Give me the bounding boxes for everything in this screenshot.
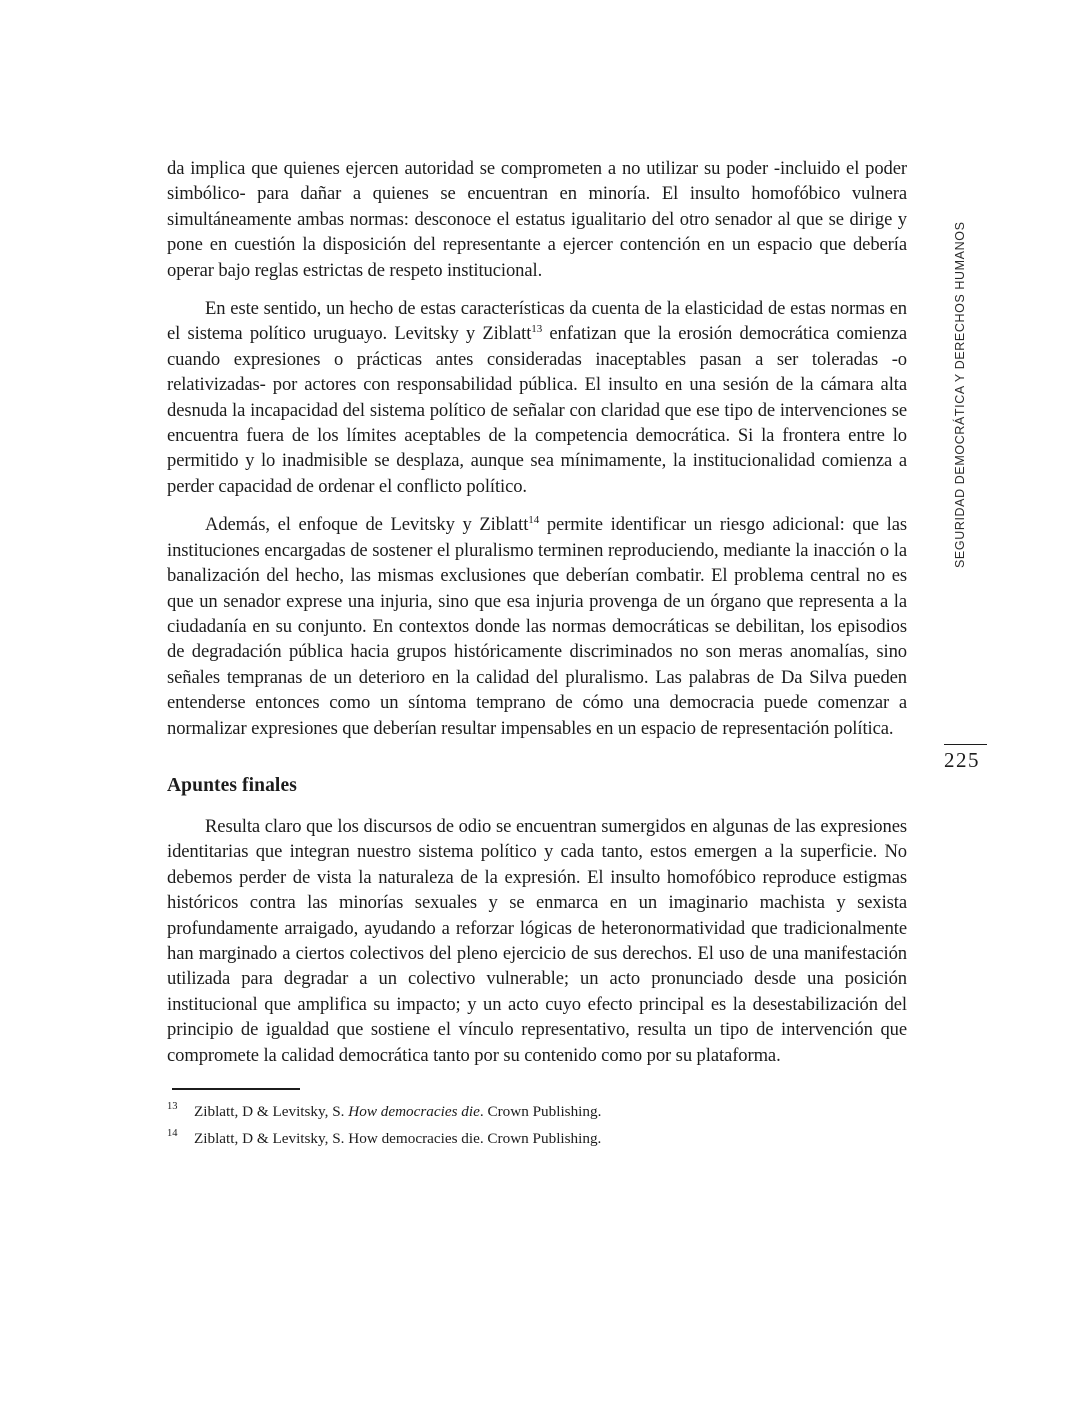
section-heading: Apuntes finales: [167, 774, 297, 796]
page-number: 225: [944, 748, 980, 772]
footnote-14: [167, 1125, 907, 1152]
page-number-rule: [944, 744, 987, 745]
vertical-running-head: [949, 221, 971, 568]
paragraph-2-text-b: enfatizan que la erosión democrática comienza cuando expresiones o prácticas antes consideradas inaceptables pasan a ser toleradas -o relativizadas- por actores con responsabilidad pública. El insulto en una sesión de la cámara alta desnuda la incapacidad del sistema político de señalar con claridad que ese tipo de intervenciones se encuentra fuera de los límites aceptables de la competencia democrática. Si la frontera entre lo permitido y lo inadmisible se desplaza, aunque sea mínimamente, la institucionalidad comienza a perder capacidad de ordenar el conflicto político.: [167, 323, 907, 497]
footnote-13-title-italic: How democracies die: [348, 1103, 480, 1120]
page-number-block: [944, 744, 990, 773]
footnote-13-text-b: . Crown Publishing.: [479, 1103, 602, 1120]
body-paragraph-3: [167, 512, 907, 741]
footnote-ref-14: 14: [528, 514, 540, 527]
vertical-running-head-label: SEGURIDAD DEMOCRÁTICA Y DERECHOS HUMANOS: [953, 221, 967, 568]
body-paragraph-1: da implica que quienes ejercen autoridad se comprometen a no utilizar su poder -incluido el poder simbólico- para dañar a quienes se encuentran en minoría. El insulto homofóbico vulnera simultáneamente ambas normas: desconoce el estatus igualitario del otro senador al que se dirige y pone en cuestión la disposición del representante a ejercer contención en un espacio que debería operar bajo reglas estrictas de respeto institucional.: [167, 158, 907, 281]
footnote-14-text: Ziblatt, D & Levitsky, S. How democracies die. Crown Publishing.: [194, 1130, 602, 1147]
footnote-13-text-a: Ziblatt, D & Levitsky, S.: [194, 1103, 349, 1120]
body-paragraph-4: Resulta claro que los discursos de odio se encuentran sumergidos en algunas de las expresiones identitarias que integran nuestro sistema político y cada tanto, estos emergen a la superficie. No debemos perder de vista la naturaleza de la expresión. El insulto homofóbico reproduce estigmas históricos contra las minorías sexuales y se enmarca en un imaginario machista y sexista profundamente arraigado, ayudando a reforzar lógicas de heteronormatividad que tradicionalmente han marginado a ciertos colectivos del pleno ejercicio de sus derechos. El uso de una manifestación utilizada para degradar a un colectivo vulnerable; un acto pronunciado desde una posición institucional que amplifica su impacto; y un acto cuyo efecto principal es la desestabilización del principio de igualdad que sostiene el vínculo representativo, resulta un tipo de intervención que compromete la calidad democrática tanto por su contenido como por su plataforma.: [167, 815, 907, 1066]
footnotes-section: [167, 1088, 907, 1152]
paragraph-3-text-a: Además, el enfoque de Levitsky y Ziblatt: [205, 514, 529, 536]
footnote-separator: [172, 1088, 300, 1090]
paragraph-2-text-a: En este sentido, un hecho de estas características da cuenta de la elasticidad de estas normas en el sistema político uruguayo. Levitsky y Ziblatt: [167, 298, 907, 345]
footnote-13-number: 13: [167, 1101, 178, 1112]
footnote-14-number: 14: [167, 1128, 178, 1139]
footnote-13: [167, 1098, 907, 1125]
footnote-ref-13: 13: [531, 323, 543, 336]
footnote-13-text: [194, 1098, 907, 1125]
text-column: [167, 156, 907, 1152]
paragraph-3-text-b: permite identificar un riesgo adicional: que las instituciones encargadas de sostener el pluralismo terminen reproduciendo, mediante la inacción o la banalización del hecho, las mismas exclusiones que deberían combatir. El problema central no es que un senador exprese una injuria, sino que esa injuria provenga de un órgano que representa a la ciudadanía en su conjunto. En contextos donde las normas democráticas se debilitan, los episodios de degradación pública hacia grupos históricamente discriminados no son meras anomalías, sino señales tempranas de un deterioro en la calidad del pluralismo. Las palabras de Da Silva pueden entenderse entonces como un síntoma temprano de cómo una democracia puede comenzar a normalizar expresiones que deberían resultar impensables en un espacio de representación política.: [167, 514, 907, 739]
body-paragraph-2: [167, 296, 907, 499]
